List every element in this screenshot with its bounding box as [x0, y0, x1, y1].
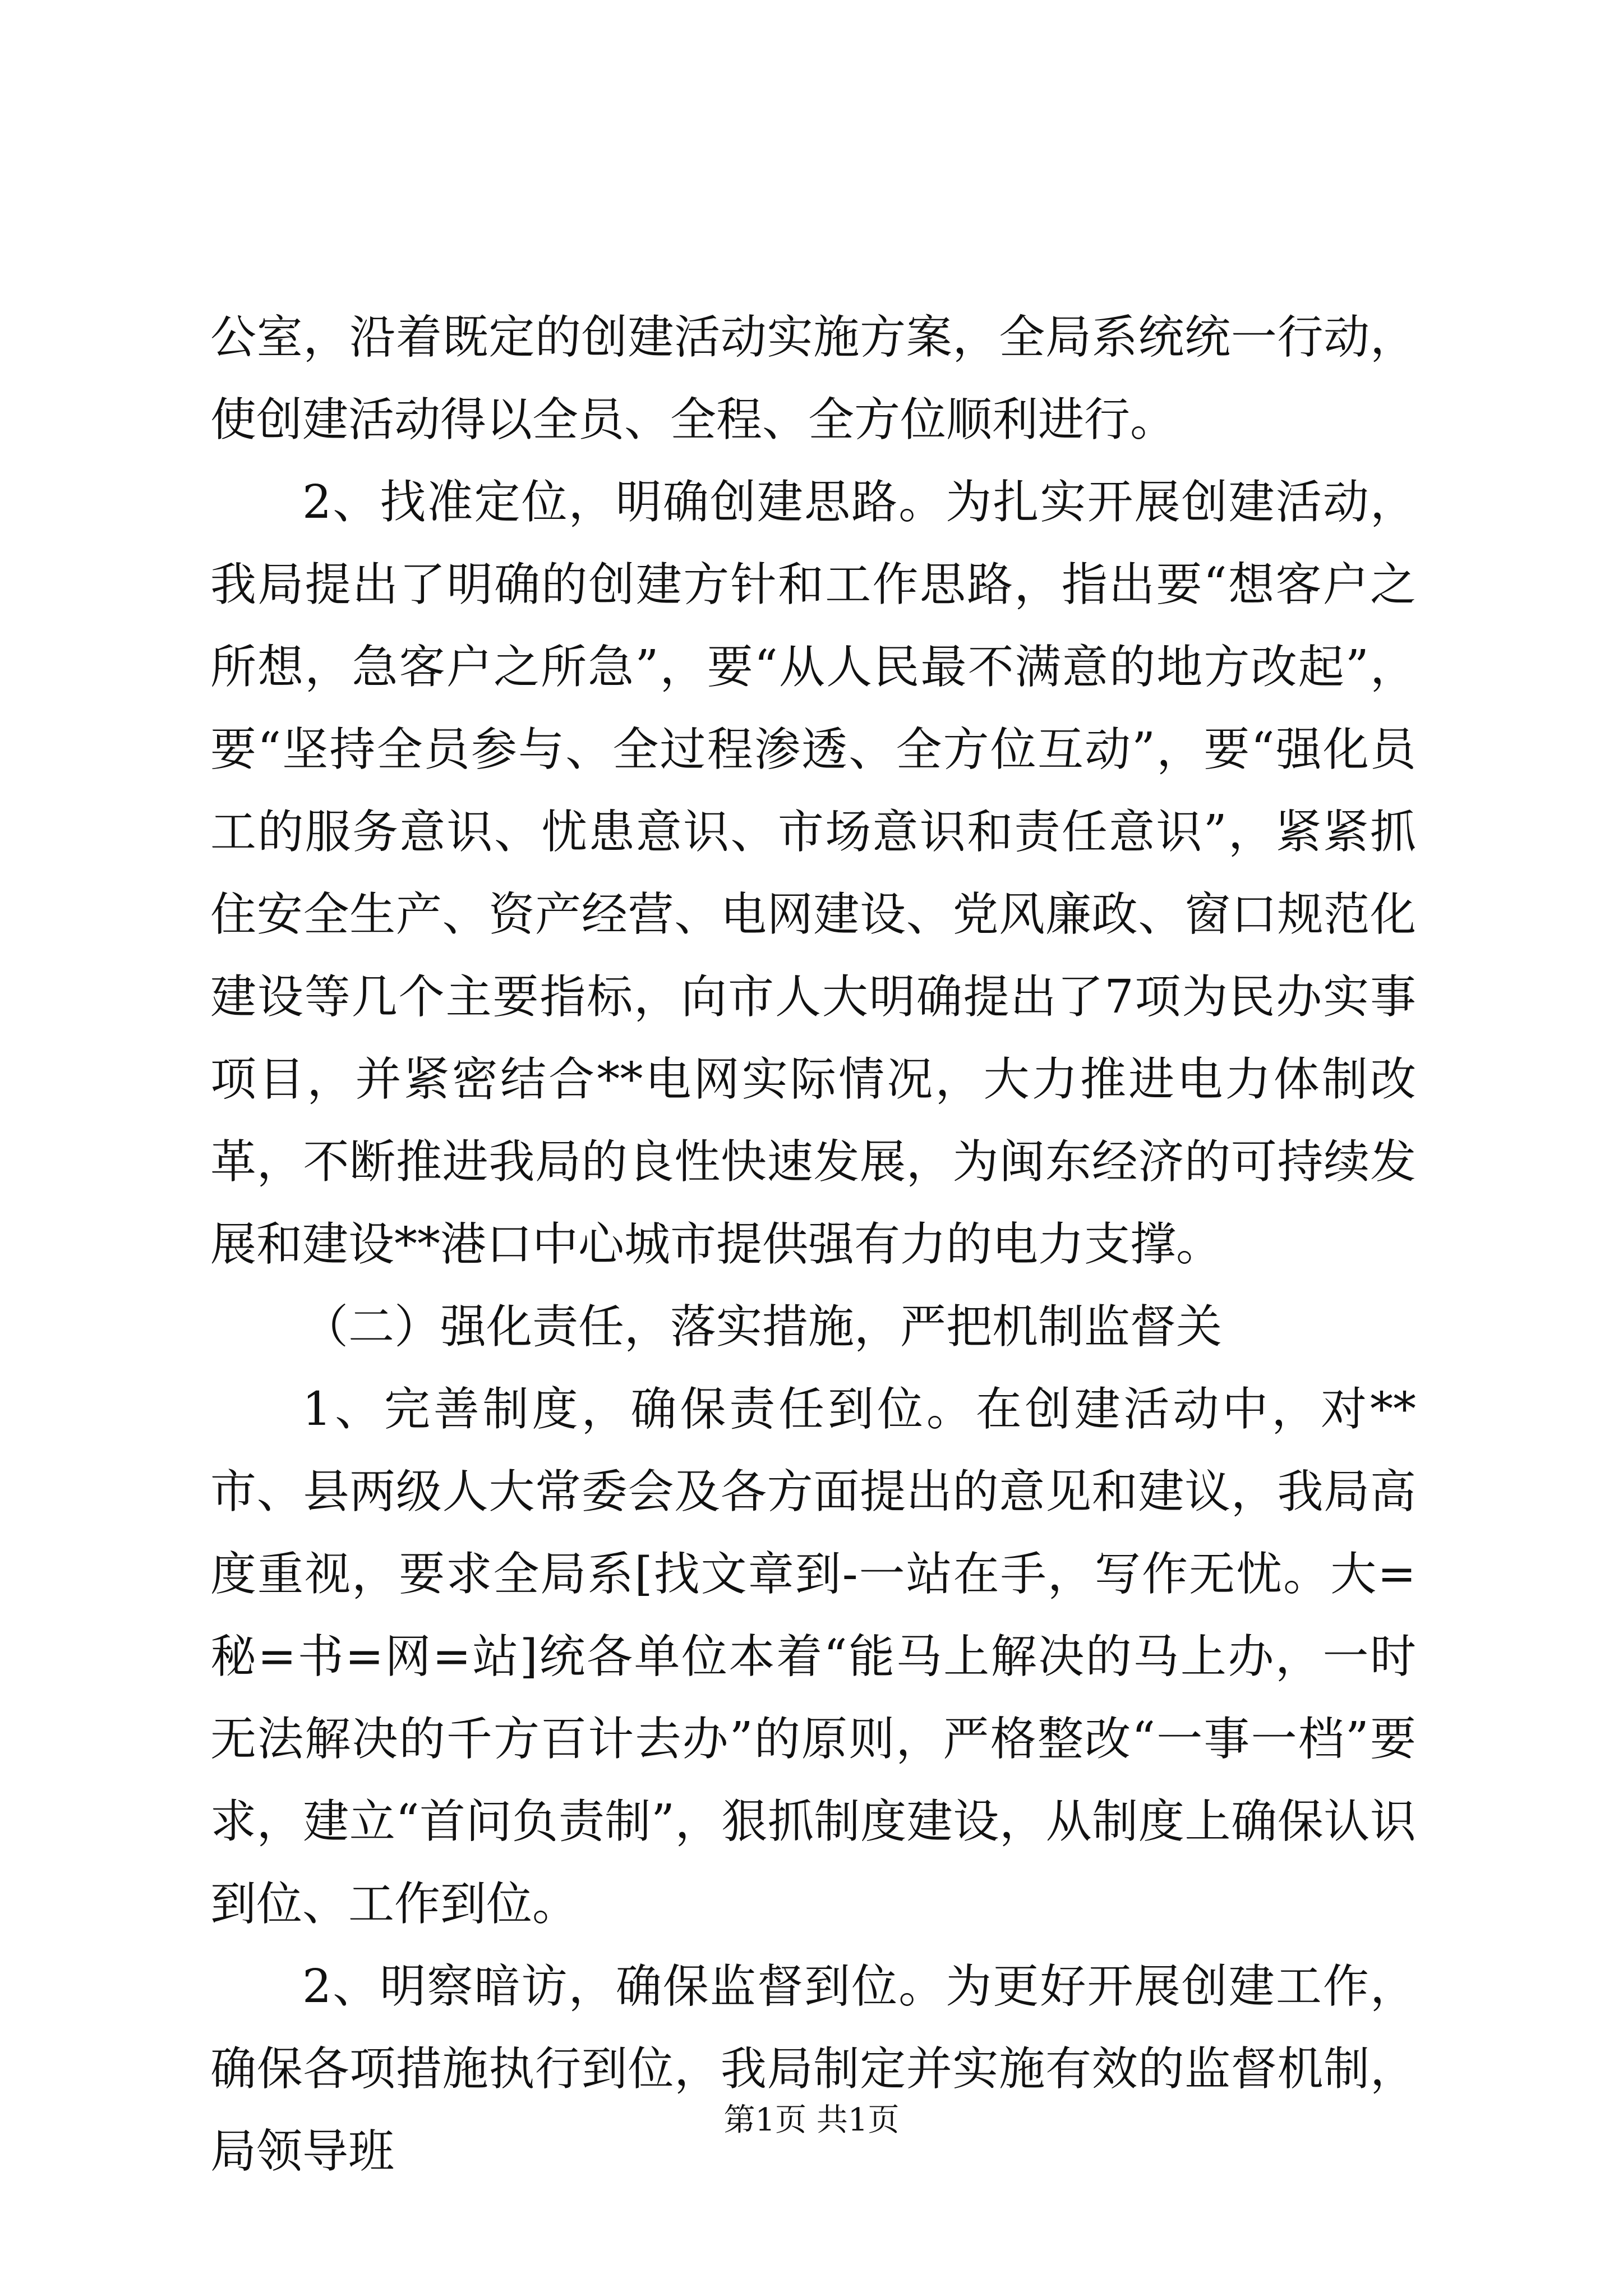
- paragraph-system-improvement: 1、完善制度，确保责任到位。在创建活动中，对**市、县两级人大常委会及各方面提出的意见和建议，我局高度重视，要求全局系[找文章到-一站在手，写作无忧。大=秘=书=网=站]统各单位本着“能马上解决的马上办，一时无法解决的千方百计去办”的原则，严格整改“一事一档”要求，建立“首问负责制”，狠抓制度建设，从制度上确保认识到位、工作到位。: [210, 1383, 1416, 1931]
- paragraph-inspection: 2、明察暗访，确保监督到位。为更好开展创建工作，确保各项措施执行到位，我局制定并实施有效的监督机制，局领导班: [210, 1960, 1416, 2178]
- paragraph-positioning: 2、找准定位，明确创建思路。为扎实开展创建活动，我局提出了明确的创建方针和工作思路，指出要“想客户之所想，急客户之所急”，要“从人民最不满意的地方改起”，要“坚持全员参与、全过程渗透、全方位互动”，要“强化员工的服务意识、忧患意识、市场意识和责任意识”，紧紧抓住安全生产、资产经营、电网建设、党风廉政、窗口规范化建设等几个主要指标，向市人大明确提出了7项为民办实事项目，并紧密结合**电网实际情况，大力推进电力体制改革，不断推进我局的良性快速发展，为闽东经济的可持续发展和建设**港口中心城市提供强有力的电力支撑。: [210, 476, 1416, 1271]
- page-footer: 第1页 共1页: [723, 2102, 900, 2138]
- document-body: [210, 296, 1416, 2193]
- section-subheading: （二）强化责任，落实措施，严把机制监督关: [302, 1300, 1223, 1354]
- paragraph-continuation: 公室，沿着既定的创建活动实施方案，全局系统统一行动，使创建活动得以全员、全程、全方位顺利进行。: [210, 311, 1416, 447]
